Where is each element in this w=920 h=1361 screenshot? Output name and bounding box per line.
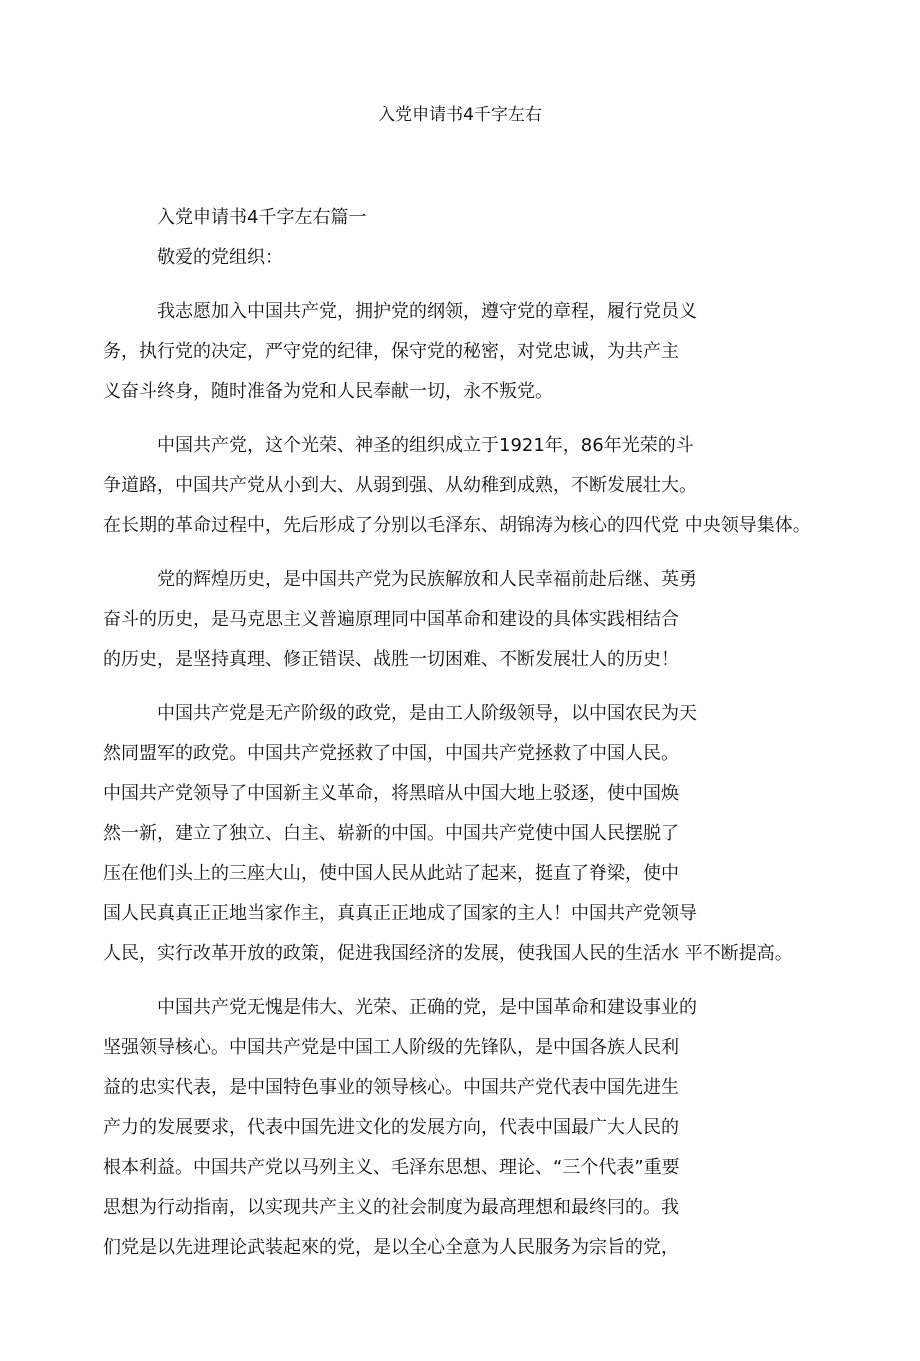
- paragraph-line: 们党是以先进理论武装起來的党，是以全心全意为人民服务为宗旨的党，: [103, 1237, 679, 1258]
- paragraph-line: 然同盟军的政党。中国共产党拯救了中国，中国共产党拯救了中国人民。: [103, 743, 679, 764]
- paragraph-line: 中国共产党领导了中国新主义革命，将黑暗从中国大地上驳逐，使中国焕: [103, 783, 679, 804]
- paragraph-line: 压在他们头上的三座大山，使中国人民从此站了起来，挺直了脊梁，使中: [103, 863, 679, 884]
- section-heading: 入党申请书4千字左右篇一: [157, 207, 367, 228]
- paragraph-line: 中国共产党无愧是伟大、光荣、正确的党，是中国革命和建设事业的: [157, 997, 697, 1018]
- paragraph-line: 义奋斗终身，随时准备为党和人民奉献一切，永不叛党。: [103, 381, 553, 402]
- document-body: [103, 198, 823, 1282]
- paragraph-line: 益的忠实代表，是中国特色事业的领导核心。中国共产党代表中国先进生: [103, 1077, 679, 1098]
- paragraph-line: 思想为行动指南，以实现共产主义的社会制度为最高理想和最终冃的。我: [103, 1197, 679, 1218]
- paragraph-line: 根本利益。中国共产党以马列主义、毛泽东思想、理论、“三个代表”重要: [103, 1157, 680, 1178]
- paragraph-line: 在长期的革命过程中，先后形成了分别以毛泽东、胡锦涛为核心的四代党 中央领导集体。: [103, 515, 811, 536]
- paragraph-line: 党的辉煌历史，是中国共产党为民族解放和人民幸福前赴后继、英勇: [157, 569, 697, 590]
- paragraph-line: 务，执行党的决定，严守党的纪律，保守党的秘密，对党忠诚，为共产主: [103, 341, 679, 362]
- paragraph-line: 产力的发展要求，代表中国先进文化的发展方向，代表中国最广大人民的: [103, 1117, 679, 1138]
- paragraph: [103, 560, 823, 680]
- paragraph: [103, 988, 823, 1268]
- paragraph-line: 然一新，建立了独立、白主、崭新的中国。中国共产党使中国人民摆脱了: [103, 823, 679, 844]
- document-title: 入党申请书4千字左右: [378, 105, 542, 125]
- paragraph-line: 奋斗的历史，是马克思主义普遍原理同中国革命和建设的具体实践相结合: [103, 609, 679, 630]
- paragraph-line: 中国共产党，这个光荣、神圣的组织成立于1921年，86年光荣的斗: [157, 435, 694, 456]
- paragraph-line: 坚强领导核心。中国共产党是中国工人阶级的先锋队，是中国各族人民利: [103, 1037, 679, 1058]
- paragraph: [103, 426, 823, 546]
- greeting: 敬爱的党组织：: [157, 247, 283, 268]
- paragraph-line: 的历史，是坚持真理、修正错误、战胜一切困难、不断发展壮人的历史！: [103, 649, 679, 670]
- paragraph-line: 我志愿加入中国共产党，拥护党的纲领，遵守党的章程，履行党员义: [157, 301, 697, 322]
- paragraph: [103, 292, 823, 412]
- paragraph-line: 人民，实行改革开放的政策，促进我国经济的发展，使我国人民的生活水 平不断提高。: [103, 943, 793, 964]
- paragraph: [103, 694, 823, 974]
- paragraphs: [103, 292, 823, 1268]
- paragraph-line: 国人民真真正正地当家作主，真真正正地成了国家的主人！中国共产党领导: [103, 903, 697, 924]
- paragraph-line: 中国共产党是无产阶级的政党，是由工人阶级领导，以中国农民为天: [157, 703, 697, 724]
- paragraph-line: 争道路，中国共产党从小到大、从弱到强、从幼稚到成熟，不断发展壮大。: [103, 475, 697, 496]
